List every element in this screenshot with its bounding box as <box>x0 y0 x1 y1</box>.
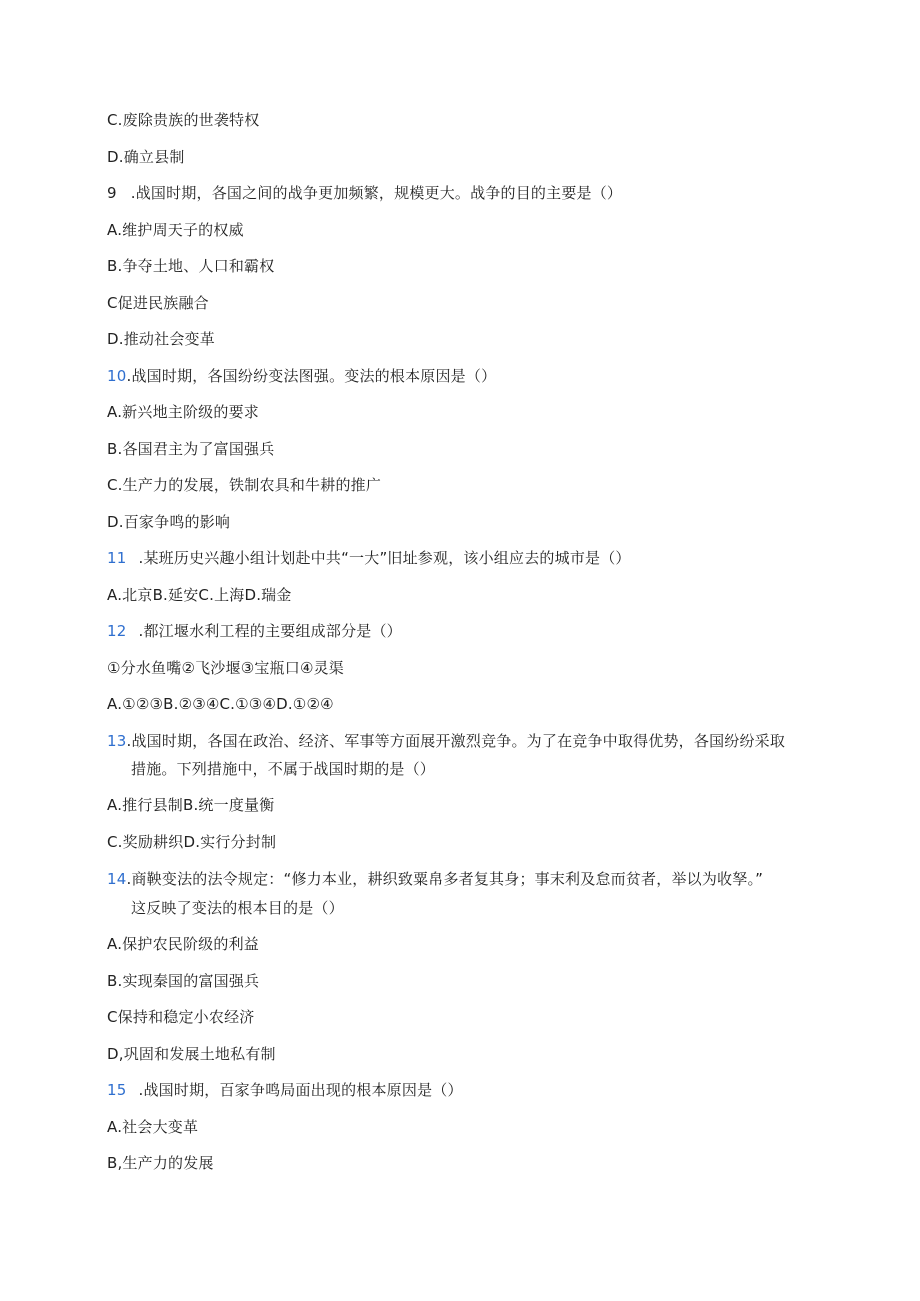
question-14-continued: 这反映了变法的根本目的是（） <box>131 899 344 917</box>
option-12: A.①②③B.②③④C.①③④D.①②④ <box>107 695 334 713</box>
option-14c: C保持和稳定小农经济 <box>107 1008 255 1026</box>
option-8d: D.确立县制 <box>107 148 185 166</box>
option-15a: A.社会大变革 <box>107 1118 199 1136</box>
question-11 <box>107 548 631 568</box>
question-number: 14 <box>107 870 127 888</box>
question-number: 12 <box>107 622 127 640</box>
question-text: .商鞅变法的法令规定：“修力本业，耕织致粟帛多者复其身；事末利及怠而贫者，举以为收孥。” <box>126 870 764 888</box>
option-11: A.北京B.延安C.上海D.瑞金 <box>107 586 292 604</box>
question-text: .战国时期，各国纷纷变法图强。变法的根本原因是（） <box>126 367 497 385</box>
question-13 <box>107 731 785 751</box>
question-text: .战国时期，百家争鸣局面出现的根本原因是（） <box>138 1081 463 1099</box>
question-number: 13 <box>107 732 127 750</box>
option-9a: A.维护周天子的权威 <box>107 221 244 239</box>
option-13ab: A.推行县制B.统一度量衡 <box>107 796 275 814</box>
question-text: .都江堰水利工程的主要组成部分是（） <box>138 622 402 640</box>
item-list-12: ①分水鱼嘴②飞沙堰③宝瓶口④灵渠 <box>107 659 344 677</box>
option-10d: D.百家争鸣的影响 <box>107 513 231 531</box>
option-14b: B.实现秦国的富国强兵 <box>107 972 260 990</box>
question-number: 9 <box>107 184 117 202</box>
question-14 <box>107 869 763 889</box>
question-number: 15 <box>107 1081 127 1099</box>
question-text: .战国时期，各国之间的战争更加频繁，规模更大。战争的目的主要是（） <box>130 184 623 202</box>
question-12 <box>107 621 402 641</box>
question-10 <box>107 366 496 386</box>
option-10a: A.新兴地主阶级的要求 <box>107 403 259 421</box>
option-9d: D.推动社会变革 <box>107 330 215 348</box>
option-10b: B.各国君主为了富国强兵 <box>107 440 275 458</box>
option-13cd: C.奖励耕织D.实行分封制 <box>107 833 277 851</box>
question-number: 11 <box>107 549 127 567</box>
option-8c: C.废除贵族的世袭特权 <box>107 111 260 129</box>
option-10c: C.生产力的发展，铁制农具和牛耕的推广 <box>107 476 382 494</box>
option-9c: C促进民族融合 <box>107 294 209 312</box>
question-9 <box>107 183 622 203</box>
option-9b: B.争夺土地、人口和霸权 <box>107 257 275 275</box>
option-14d: D,巩固和发展土地私有制 <box>107 1045 276 1063</box>
question-number: 10 <box>107 367 127 385</box>
option-14a: A.保护农民阶级的利益 <box>107 935 259 953</box>
question-text: .某班历史兴趣小组计划赴中共“一大”旧址参观，该小组应去的城市是（） <box>138 549 631 567</box>
question-text: .战国时期，各国在政治、经济、军事等方面展开激烈竞争。为了在竞争中取得优势，各国纷纷采取 <box>126 732 786 750</box>
option-15b: B,生产力的发展 <box>107 1154 214 1172</box>
question-13-continued: 措施。下列措施中，不属于战国时期的是（） <box>131 760 436 778</box>
question-15 <box>107 1080 463 1100</box>
